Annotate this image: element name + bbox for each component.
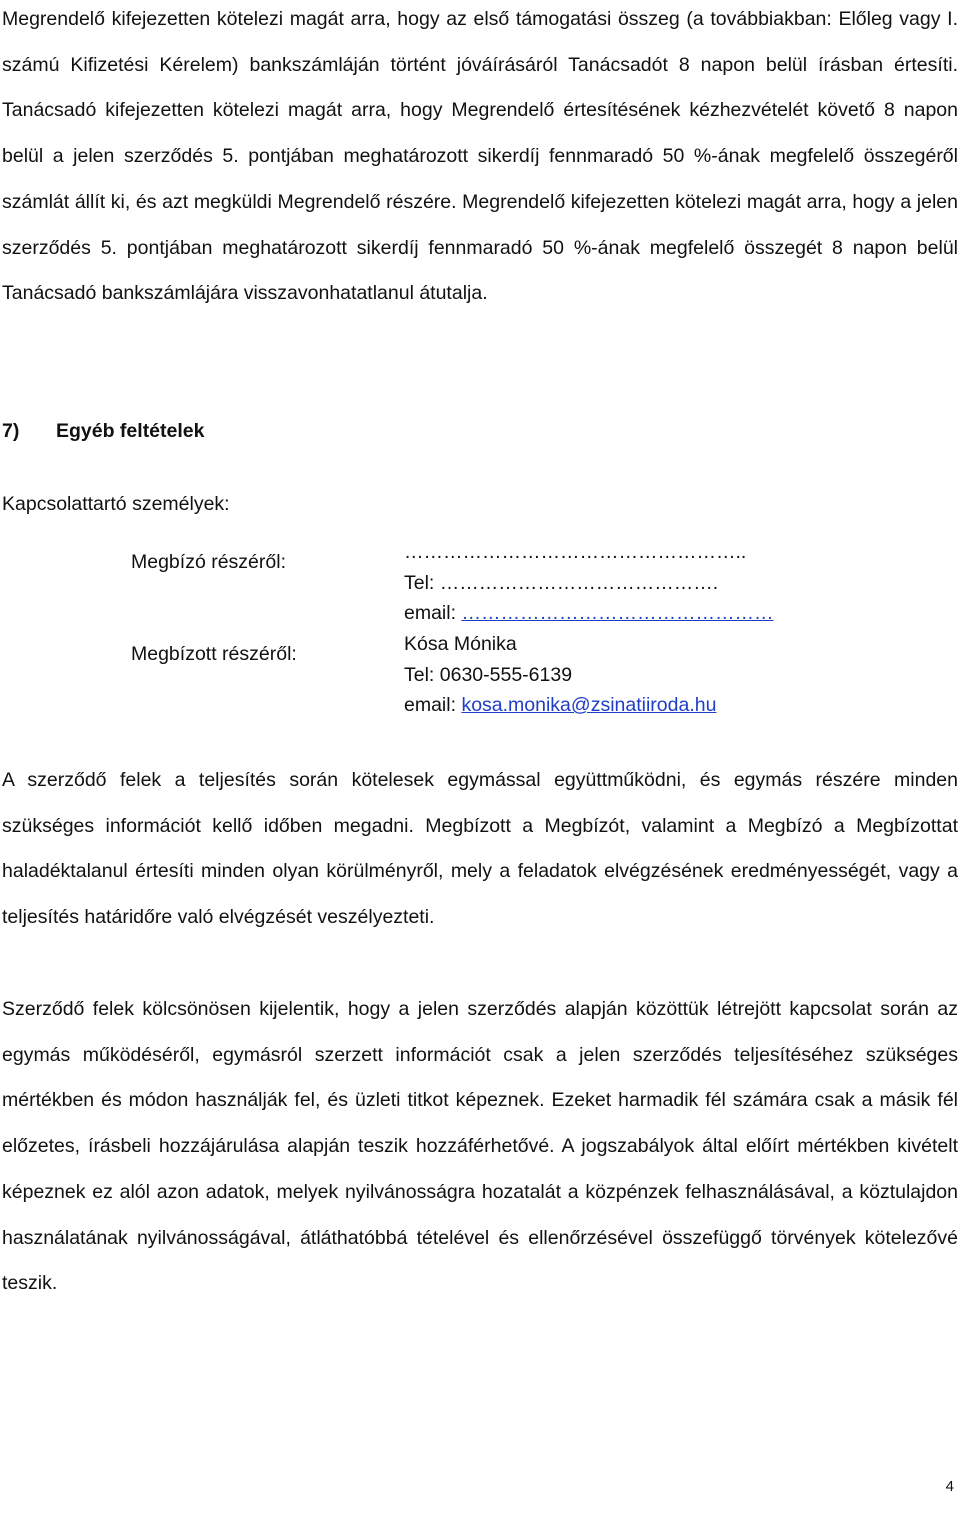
agent-contact-email-row <box>404 690 716 721</box>
agent-contact-name: Kósa Mónika <box>404 633 517 655</box>
agent-contact-tel: Tel: 0630-555-6139 <box>404 663 573 686</box>
client-contact-details <box>404 537 773 629</box>
page-number: 4 <box>945 1478 954 1495</box>
section-number: 7) <box>2 420 20 442</box>
client-contact-role: Megbízó részéről: <box>131 551 286 573</box>
section-heading <box>2 420 204 443</box>
agent-contact-role: Megbízott részéről: <box>131 643 297 665</box>
client-contact-email-row <box>404 598 773 629</box>
section-title: Egyéb feltételek <box>56 420 205 442</box>
client-email-label: email: <box>404 602 462 625</box>
confidentiality-paragraph: Szerződő felek kölcsönösen kijelentik, hogy a jelen szerződés alapján közöttük létrejött kapcsolat során az egymás működéséről, egymásról szerzett információt csak a jelen szerződés teljesítéséhez szükséges mértékben és módon használják fel, és üzleti titkot képeznek. Ezeket harmadik fél számára csak a másik fél előzetes, írásbeli hozzájárulása alapján teszik hozzáférhetővé. A jogszabályok által előírt mértékben kivételt képeznek ez alól azon adatok, melyek nyilvánosságra hozatalát a közpénzek felhasználásával, a köztulajdon használatának nyilvánosságával, átláthatóbbá tételével és ellenőrzésével összefüggő törvények kötelezővé teszik. <box>2 998 958 1295</box>
cooperation-paragraph: A szerződő felek a teljesítés során kötelesek egymással együttműködni, és egymás részére minden szükséges információt kellő időben megadni. Megbízott a Megbízót, valamint a Megbízó a Megbízottat haladéktalanul értesíti minden olyan körülményről, mely a feladatok elvégzésének eredményességét, vagy a teljesítés határidőre való elvégzését veszélyezteti. <box>2 769 958 929</box>
contacts-label: Kapcsolattartó személyek: <box>2 493 230 515</box>
agent-email-label: email: <box>404 694 462 717</box>
client-email-link[interactable]: ………………………………………… <box>461 602 774 625</box>
agent-email-link[interactable]: kosa.monika@zsinatiiroda.hu <box>461 694 717 717</box>
client-contact-tel: Tel: ……………………………………. <box>404 571 719 594</box>
agent-contact-details <box>404 629 716 721</box>
client-contact-name: …………………………………………….. <box>404 541 747 563</box>
payment-notice-paragraph: Megrendelő kifejezetten kötelezi magát arra, hogy az első támogatási összeg (a továbbiakban: Előleg vagy I. számú Kifizetési Kérelem) bankszámláján történt jóváírásáról Tanácsadót 8 napon belül írásban értesíti. Tanácsadó kifejezetten kötelezi magát arra, hogy Megrendelő értesítésének kézhezvételét követő 8 napon belül a jelen szerződés 5. pontjában meghatározott sikerdíj fennmaradó 50 %-ának megfelelő összegéről számlát állít ki, és azt megküldi Megrendelő részére. Megrendelő kifejezetten kötelezi magát arra, hogy a jelen szerződés 5. pontjában meghatározott sikerdíj fennmaradó 50 %-ának megfelelő összegét 8 napon belül Tanácsadó bankszámlájára visszavonhatatlanul átutalja. <box>2 8 958 305</box>
